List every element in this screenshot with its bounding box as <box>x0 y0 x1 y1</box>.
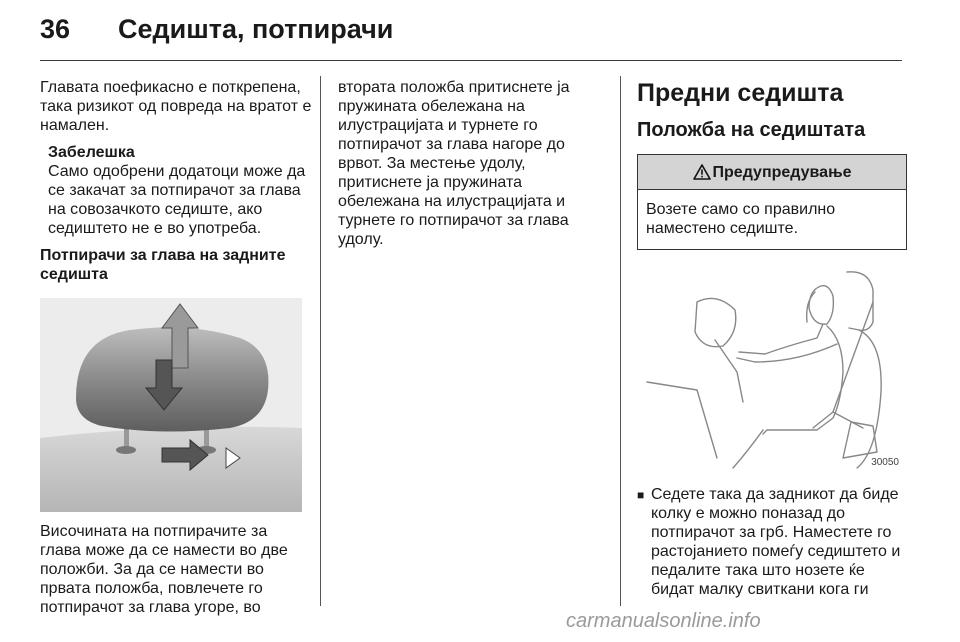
warning-text: Возете само со правилно наместено седиште. <box>646 201 836 237</box>
figure-number: 30050 <box>871 457 899 468</box>
headrest-figure <box>40 298 302 512</box>
headrest-illustration <box>40 298 302 512</box>
warning-box <box>637 154 907 250</box>
section-title: Седишта, потпирачи <box>118 14 394 44</box>
header-divider <box>40 60 902 61</box>
column-middle <box>338 78 600 249</box>
list-item <box>637 485 907 599</box>
square-bullet-icon: ■ <box>637 488 645 502</box>
warning-title: Предупредување <box>712 163 852 181</box>
note-block <box>40 143 312 238</box>
column-right <box>637 78 907 599</box>
warning-triangle-icon <box>693 164 711 180</box>
paragraph-headrest-continue: втората положба притиснете ја пружината обележана на илустрацијата и турнете го потпирачот за глава нагоре до врвот. За местење удолу, притиснете ја пружината обележана на илустрацијата и турнете го потпирачот за глава удолу. <box>338 79 570 248</box>
warning-header <box>638 155 906 190</box>
note-title: Забелешка <box>48 144 135 161</box>
seating-posture-illustration <box>637 262 899 472</box>
subheading-rear-headrests: Потпирачи за глава на задните седишта <box>40 247 286 283</box>
heading-front-seats: Предни седишта <box>637 79 844 107</box>
watermark-text: carmanualsonline.info <box>566 610 761 632</box>
heading-seat-position: Положба на седиштата <box>637 119 866 141</box>
column-left <box>40 78 312 617</box>
page-number: 36 <box>40 14 71 44</box>
bullet-text: Седете така да задникот да биде колку е можно поназад до потпирачот за грб. Наместете го растојанието помеѓу седиштето и педалите така што нозете ќе бидат малку свиткани кога ги <box>651 486 901 598</box>
note-text: Само одобрени додатоци може да се закачат за потпирачот за глава на совозачкото седиште, ако седиштето не е во употреба. <box>48 163 306 237</box>
paragraph-head-support: Главата поефикасно е поткрепена, така ризикот од повреда на вратот е намален. <box>40 79 312 134</box>
driver-seat-figure <box>637 262 899 472</box>
column-divider-2 <box>620 76 621 606</box>
headrest-adjust-text: Височината на потпирачите за глава може да се намести во две положби. За да се намести во првата положба, повлечете го потпирачот за глава угоре, во <box>40 523 288 616</box>
column-divider-1 <box>320 76 321 606</box>
